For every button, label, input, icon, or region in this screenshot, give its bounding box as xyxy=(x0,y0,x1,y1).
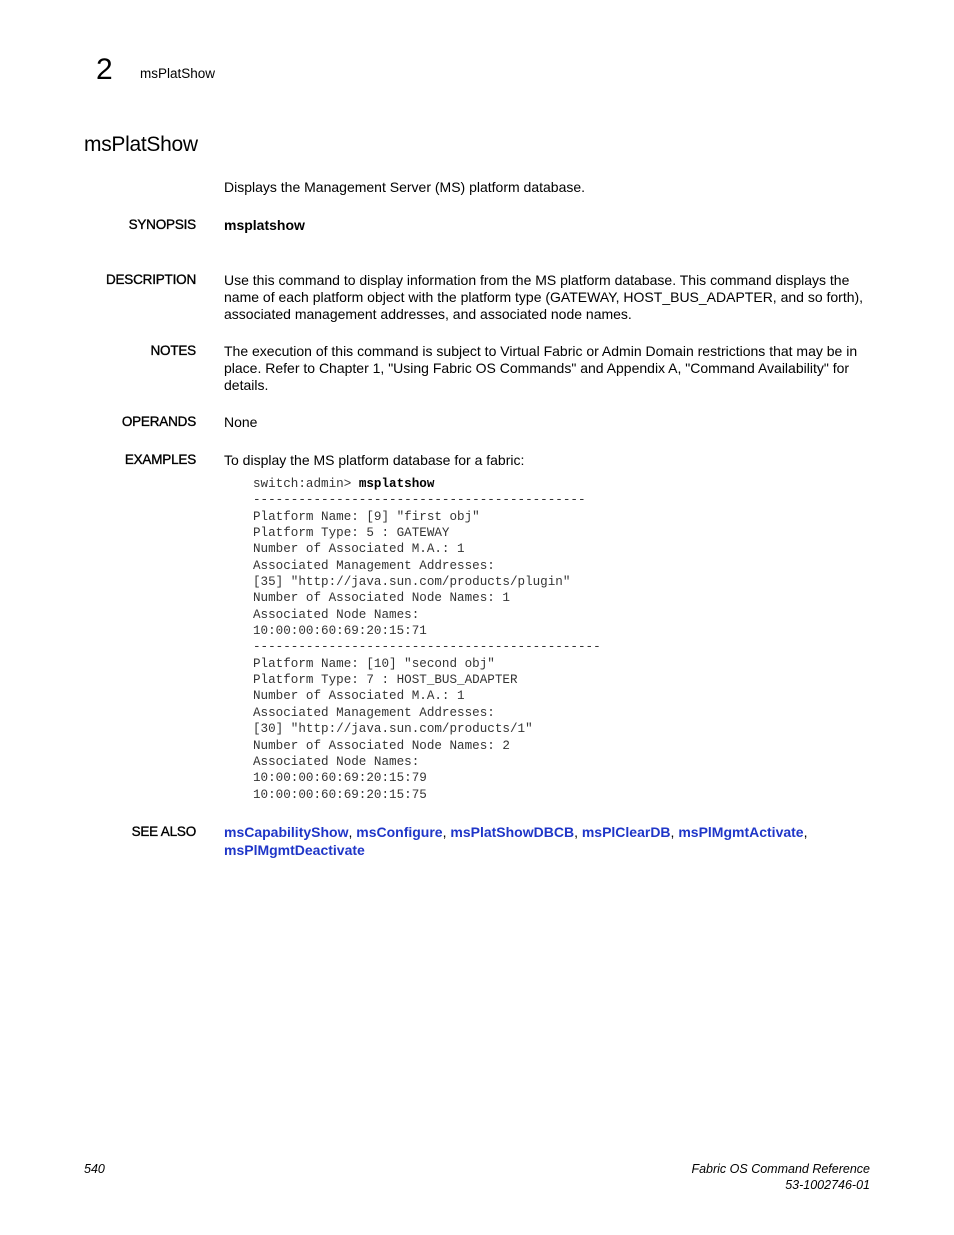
operands-label: OPERANDS xyxy=(121,414,196,429)
document-number: 53-1002746-01 xyxy=(785,1177,870,1192)
code-line: 10:00:00:60:69:20:15:79 xyxy=(253,771,427,786)
code-line: Number of Associated Node Names: 2 xyxy=(253,738,510,753)
examples-label: EXAMPLES xyxy=(124,452,196,467)
command-summary: Displays the Management Server (MS) platform database. xyxy=(224,179,586,195)
page-title: msPlatShow xyxy=(84,133,198,156)
code-line: 10:00:00:60:69:20:15:71 xyxy=(253,624,427,639)
see-also-separator: , xyxy=(442,824,451,840)
description-text: Use this command to display information from the MS platform database. This command displays the name of each platform object with the platform type (GATEWAY, HOST_BUS_ADAPTER, and so forth), associated management addresses, and associated node names. xyxy=(224,272,864,322)
code-line: Number of Associated Node Names: 1 xyxy=(253,591,510,606)
page-number: 540 xyxy=(84,1162,105,1176)
code-line: Platform Type: 7 : HOST_BUS_ADAPTER xyxy=(253,673,518,688)
code-command: msplatshow xyxy=(358,477,435,491)
see-also-link[interactable]: msPlatShowDBCB xyxy=(450,824,575,840)
synopsis-command: msplatshow xyxy=(224,217,305,233)
code-line: Platform Type: 5 : GATEWAY xyxy=(253,526,450,541)
see-also-separator: , xyxy=(574,824,582,840)
chapter-number: 2 xyxy=(96,53,113,86)
code-line: Platform Name: [9] "first obj" xyxy=(253,509,480,524)
code-line: [35] "http://java.sun.com/products/plugin" xyxy=(253,575,571,590)
see-also-separator: , xyxy=(803,824,808,840)
see-also-link[interactable]: msPlClearDB xyxy=(581,824,671,840)
synopsis-label: SYNOPSIS xyxy=(128,217,196,232)
notes-label: NOTES xyxy=(150,343,196,358)
operands-text: None xyxy=(224,414,258,430)
notes-text: The execution of this command is subject to Virtual Fabric or Admin Domain restrictions that may be in place. Refer to Chapter 1, "Using Fabric OS Commands" and Appendix A, "Command Availability" for details. xyxy=(224,343,858,393)
see-also-link[interactable]: msCapabilityShow xyxy=(224,824,349,840)
description-label: DESCRIPTION xyxy=(105,272,196,287)
code-line: ---------------------------------------------- xyxy=(253,640,601,655)
example-code-block xyxy=(253,476,601,803)
code-line: Number of Associated M.A.: 1 xyxy=(253,689,465,704)
document-title-text: Fabric OS Command Reference xyxy=(691,1162,870,1176)
see-also-link[interactable]: msConfigure xyxy=(356,824,443,840)
code-line: Number of Associated M.A.: 1 xyxy=(253,542,465,557)
code-line: Associated Management Addresses: xyxy=(253,558,495,573)
see-also-link[interactable]: msPlMgmtActivate xyxy=(678,824,804,840)
document-title xyxy=(691,1162,870,1193)
see-also-links xyxy=(224,823,864,859)
running-head: msPlatShow xyxy=(140,66,216,81)
code-line: Associated Node Names: xyxy=(253,607,420,622)
code-prompt: switch:admin> xyxy=(253,477,359,491)
see-also-label: SEE ALSO xyxy=(131,824,196,839)
examples-intro: To display the MS platform database for a fabric: xyxy=(224,452,525,468)
code-line: [30] "http://java.sun.com/products/1" xyxy=(253,722,533,737)
code-line: 10:00:00:60:69:20:15:75 xyxy=(253,787,427,802)
see-also-separator: , xyxy=(670,824,679,840)
synopsis-text xyxy=(224,217,874,234)
code-output xyxy=(253,493,601,801)
code-line: Associated Management Addresses: xyxy=(253,705,495,720)
code-line: Platform Name: [10] "second obj" xyxy=(253,656,495,671)
code-line: Associated Node Names: xyxy=(253,754,420,769)
code-line: -------------------------------------------- xyxy=(253,493,586,508)
see-also-link[interactable]: msPlMgmtDeactivate xyxy=(224,842,365,858)
see-also-separator: , xyxy=(348,824,357,840)
